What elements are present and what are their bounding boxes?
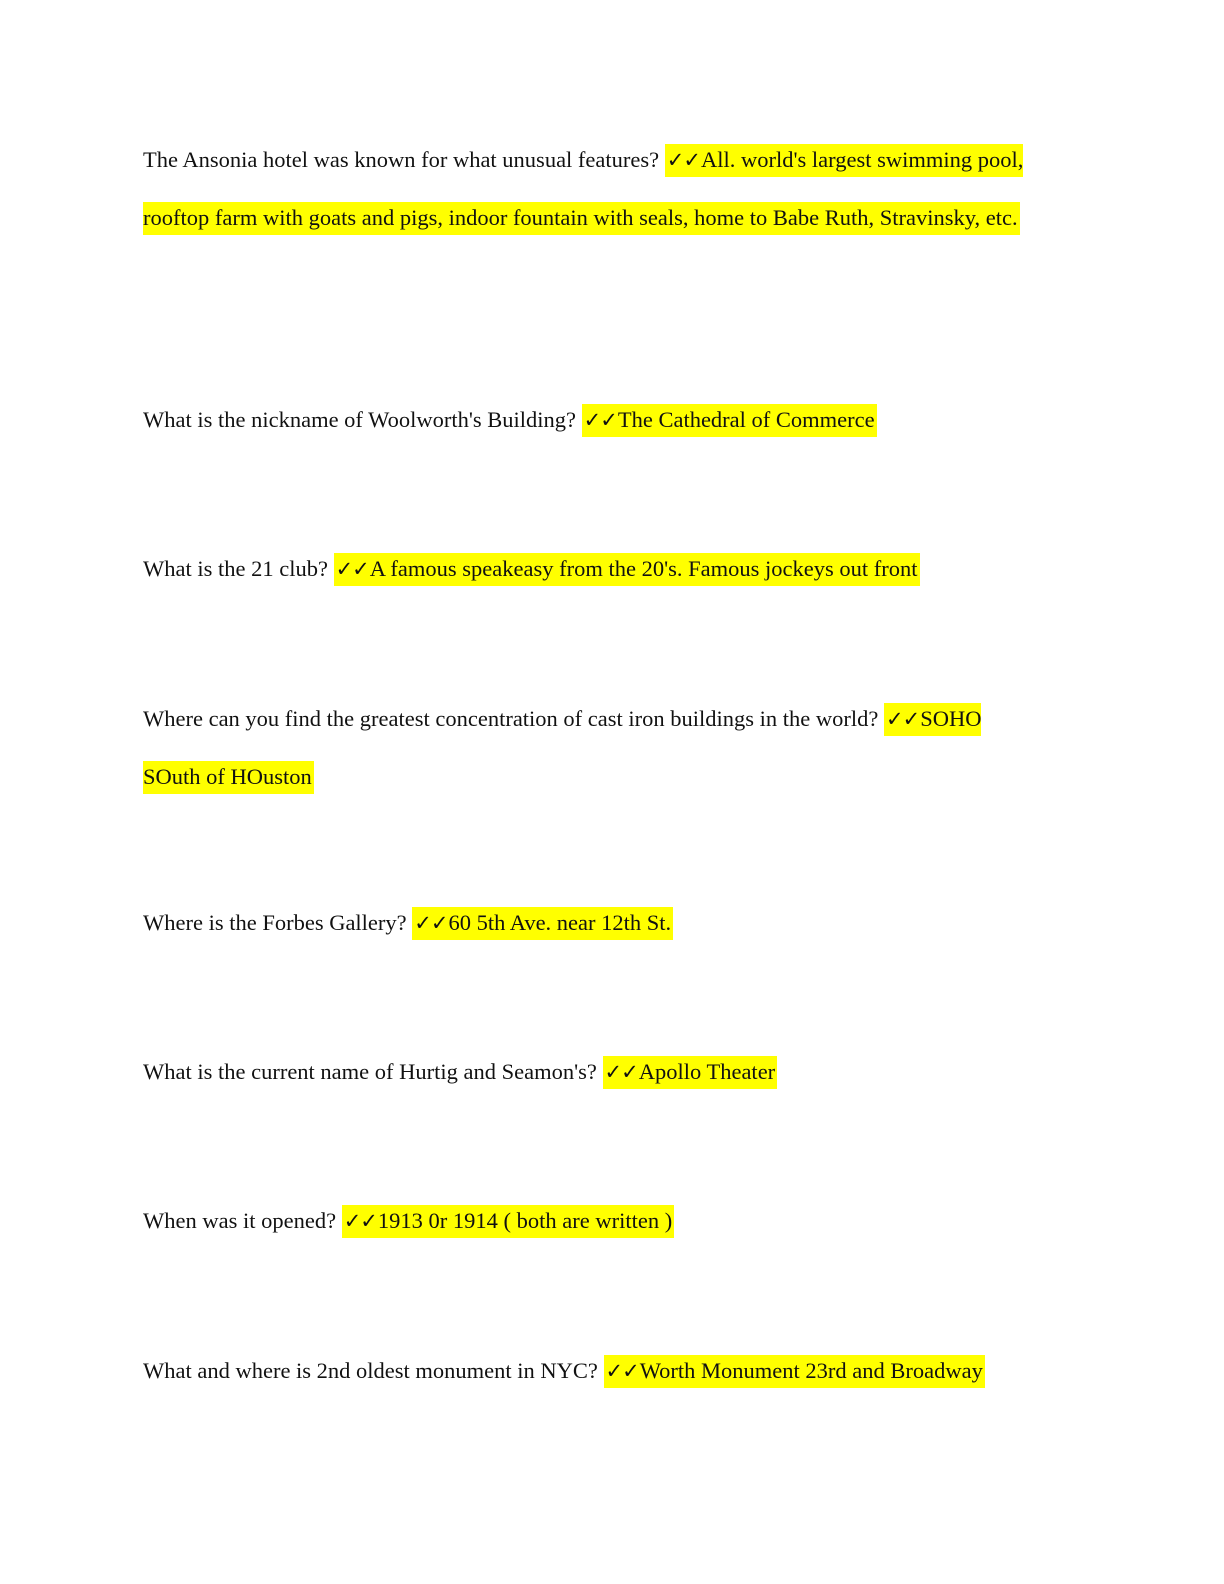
answer-highlight: [582, 404, 877, 437]
qa-item-cast-iron: [143, 690, 1043, 805]
question-text: Where is the Forbes Gallery?: [143, 910, 407, 935]
double-check-icon: ✓✓: [343, 1209, 377, 1233]
answer-text: 60 5th Ave. near 12th St.: [448, 910, 672, 935]
question-text: What is the current name of Hurtig and Seamon's?: [143, 1059, 597, 1084]
answer-text: A famous speakeasy from the 20's. Famous jockeys out front: [369, 556, 918, 581]
qa-item-hurtig-seamon: [143, 1043, 1043, 1101]
answer-highlight: [604, 1355, 985, 1388]
double-check-icon: ✓✓: [605, 1359, 639, 1383]
qa-item-21-club: [143, 540, 1043, 598]
double-check-icon: ✓✓: [583, 408, 617, 432]
double-check-icon: ✓✓: [666, 148, 700, 172]
answer-highlight: [334, 553, 920, 586]
double-check-icon: ✓✓: [335, 557, 369, 581]
answer-text: Apollo Theater: [638, 1059, 776, 1084]
answer-text: The Cathedral of Commerce: [617, 407, 875, 432]
answer-highlight: [342, 1205, 675, 1238]
qa-item-woolworth: [143, 391, 1043, 449]
answer-text: Worth Monument 23rd and Broadway: [639, 1358, 983, 1383]
qa-item-ansonia: [143, 131, 1043, 246]
question-text: The Ansonia hotel was known for what unusual features?: [143, 147, 660, 172]
answer-highlight: [603, 1056, 778, 1089]
answer-text: SOHO SOuth of HOuston: [143, 706, 982, 789]
question-text: When was it opened?: [143, 1208, 337, 1233]
qa-item-opened: [143, 1192, 1043, 1250]
double-check-icon: ✓✓: [886, 707, 920, 731]
question-text: Where can you find the greatest concentration of cast iron buildings in the world?: [143, 706, 879, 731]
answer-text: All. world's largest swimming pool, rooftop farm with goats and pigs, indoor fountain with seals, home to Babe Ruth, Stravinsky, etc.: [143, 147, 1024, 230]
qa-item-forbes: [143, 894, 1043, 952]
answer-highlight: [412, 907, 673, 940]
double-check-icon: ✓✓: [604, 1060, 638, 1084]
question-text: What is the 21 club?: [143, 556, 328, 581]
answer-text: 1913 0r 1914 ( both are written ): [377, 1208, 673, 1233]
question-text: What is the nickname of Woolworth's Building?: [143, 407, 577, 432]
qa-item-monument: [143, 1342, 1043, 1400]
double-check-icon: ✓✓: [414, 911, 448, 935]
question-text: What and where is 2nd oldest monument in NYC?: [143, 1358, 598, 1383]
